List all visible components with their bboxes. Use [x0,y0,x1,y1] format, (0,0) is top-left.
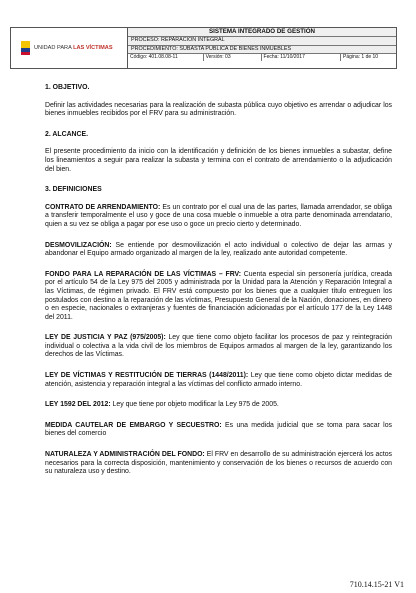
document-body [45,84,392,489]
logo-brand: LAS VÍCTIMAS [73,45,113,51]
definition-text: Se entiende por desmovilización el acto individual o colectivo de dejar las armas y abandonar el Equipo armado organizado al margen de la ley, realizado ante autoridad competente. [45,241,392,258]
definition-item [45,204,392,230]
definition-item [45,451,392,477]
logo-prefix: UNIDAD PARA [34,45,72,51]
definition-item [45,334,392,360]
definition-text: Es un contrato por el cual una de las partes, llamada arrendador, se obliga a transferir temporalmente el uso y goce de una cosa mueble o inmueble a otra parte denominada arrendatario, quien a su vez se obliga a pagar por ese uso o goce un precio cierto y determinado. [45,203,392,228]
section-title-objetivo: 1. OBJETIVO. [45,84,90,91]
code-cell: Código: 401.08.08-11 [128,54,204,61]
logo-text [34,45,113,51]
definition-item [45,372,392,389]
definition-item [45,271,392,323]
definition-text: Ley que tiene por objeto modificar la Ley 975 de 2005. [110,401,279,409]
definition-item [45,242,392,259]
header-meta-row [128,54,396,61]
page-number-cell: Página: 1 de 10 [343,54,379,60]
definition-term: LEY DE JUSTICIA Y PAZ (975/2005): [45,334,166,342]
definition-text: Ley que tiene como objeto facilitar los procesos de paz y reintegración individual o colectiva a la vida civil de los miembros de Equipos armados al margen de la ley, garantizando los derechos de las Víctimas. [45,334,392,359]
definition-term: FONDO PARA LA REPARACIÓN DE LAS VÍCTIMAS – FRV: [45,270,242,278]
section-title-alcance: 2. ALCANCE. [45,130,89,138]
definition-term: LEY 1592 DEL 2012: [45,401,111,409]
definition-term: MEDIDA CAUTELAR DE EMBARGO Y SECUESTRO: [45,421,222,429]
date-cell: Fecha: 11/10/2017 [262,54,342,61]
header-info [128,28,396,68]
definition-item [45,401,392,410]
definition-term: CONTRATO DE ARRENDAMIENTO: [45,203,161,211]
flag-stripe-yellow [21,41,30,48]
colombia-flag-icon [21,41,30,55]
alcance-paragraph: El presente procedimiento da inicio con la identificación y definición de los bienes inmuebles a subastar, define los lineamientos a seguir para realizar la subasta y termina con el contrato de arrendamiento o la adjudicación del bien. [45,148,392,173]
flag-stripe-red [21,52,30,56]
section-title-definiciones: 3. DEFINICIONES [45,186,102,194]
system-title: SISTEMA INTEGRADO DE GESTIÓN [128,28,396,37]
definition-term: DESMOVILIZACIÓN: [45,241,112,249]
definition-text: Es una medida judicial que se toma para sacar los bienes del comercio [45,421,392,438]
version-cell: Versión: 03 [204,54,262,61]
definition-text: El FRV en desarrollo de su administración ejercerá los actos necesarios para la correcta disposición, mantenimiento y conservación de los bienes o recursos de acuerdo con su naturaleza uso y destino. [45,451,393,476]
definition-term: NATURALEZA Y ADMINISTRACIÓN DEL FONDO: [45,451,205,459]
definition-term: LEY DE VÍCTIMAS Y RESTITUCIÓN DE TIERRAS (1448/2011): [45,372,249,380]
process-label: PROCESO: REPARACIÓN INTEGRAL [128,37,396,46]
footer-code: 710.14.15-21 V1 [349,580,404,589]
definition-text: Cuenta especial sin personería jurídica, creada por el artículo 54 de la Ley 975 del 2005 y administrada por la Unidad para la Atención y Reparación Integral a las Víctimas, de régimen privado. El FRV está compuesto por los bienes que a cualquier título entreguen los postulados con destino a la reparación de las víctimas, Presupuesto General de la Nación, donaciones, en dinero o en especie, nacionales o extranjeras y fuentes de financiación adicionadas por el artículo 177 de la Ley 1448 del 2011. [45,270,393,321]
objetivo-paragraph: Definir las actividades necesarias para la realización de subasta pública cuyo objetivo es arrendar o adjudicar los bienes inmuebles recibidos por el FRV para su administración. [45,101,392,118]
logo-block [11,28,128,68]
procedure-label: PROCEDIMIENTO: SUBASTA PÚBLICA DE BIENES INMUEBLES [128,46,396,55]
definition-text: Ley que tiene como objeto dictar medidas de atención, asistencia y reparación integral a las víctimas del conflicto armado interno. [45,372,392,388]
definition-item [45,422,392,439]
document-header [10,27,397,69]
